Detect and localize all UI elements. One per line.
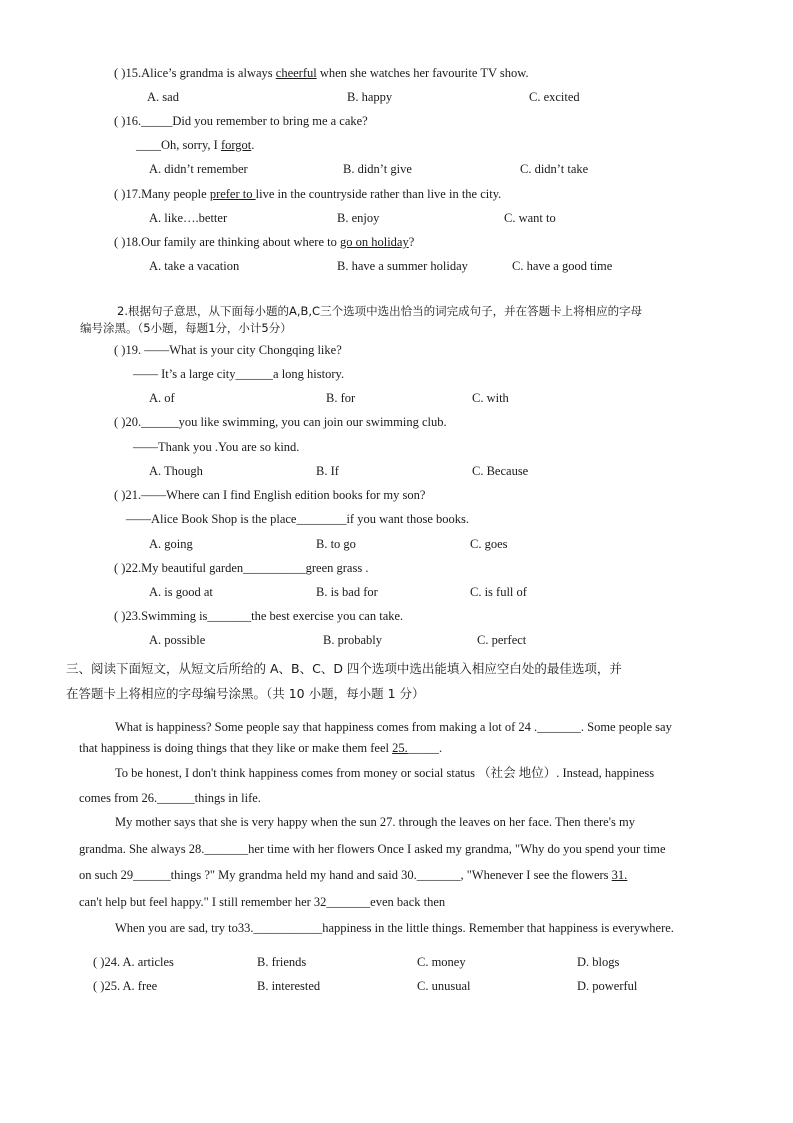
question-16-reply: ____Oh, sorry, I forgot. bbox=[136, 138, 255, 152]
q20-option-c: C. Because bbox=[472, 464, 529, 478]
q16-option-c: C. didn’t take bbox=[520, 162, 589, 176]
q16-option-b: B. didn’t give bbox=[343, 162, 412, 176]
q25-option-b: B. interested bbox=[257, 979, 321, 993]
q18-option-a: A. take a vacation bbox=[149, 259, 240, 273]
q21-option-b: B. to go bbox=[316, 537, 356, 551]
section2-instruction-line2: 编号涂黑。（5小题，每题1分，小计5分） bbox=[80, 321, 292, 335]
question-18-stem: ( )18.Our family are thinking about where to go on holiday? bbox=[114, 235, 415, 249]
q20-option-a: A. Though bbox=[149, 464, 203, 478]
passage-line-9: When you are sad, try to33.___________happiness in the little things. Remember that happiness is everywhere. bbox=[115, 921, 674, 935]
question-20-stem: ( )20.______you like swimming, you can join our swimming club. bbox=[114, 415, 447, 429]
section3-heading-line1: 三、阅读下面短文，从短文后所给的 A、B、C、D 四个选项中选出能填入相应空白处的最佳选项，并 bbox=[66, 661, 622, 676]
question-19-stem: ( )19. ——What is your city Chongqing like? bbox=[114, 343, 342, 357]
q16-option-a: A. didn’t remember bbox=[149, 162, 248, 176]
question-19-reply: —— It’s a large city______a long history. bbox=[133, 367, 345, 381]
q18-option-c: C. have a good time bbox=[512, 259, 613, 273]
q19-option-b: B. for bbox=[326, 391, 356, 405]
q18-option-b: B. have a summer holiday bbox=[337, 259, 468, 273]
q25-option-d: D. powerful bbox=[577, 979, 638, 993]
q22-option-a: A. is good at bbox=[149, 585, 213, 599]
passage-line-5: My mother says that she is very happy when the sun 27. through the leaves on her face. Then there's my bbox=[115, 815, 635, 829]
q24-option-a: ( )24. A. articles bbox=[93, 955, 174, 969]
question-15-stem: ( )15.Alice’s grandma is always cheerful when she watches her favourite TV show. bbox=[114, 66, 529, 80]
q19-option-c: C. with bbox=[472, 391, 509, 405]
q25-option-c: C. unusual bbox=[417, 979, 471, 993]
passage-line-1: What is happiness? Some people say that happiness comes from making a lot of 24 ._______. Some people say bbox=[115, 720, 672, 734]
passage-line-7: on such 29______things ?" My grandma held my hand and said 30._______, "Whenever I see the flowers 31. bbox=[79, 868, 628, 882]
q23-option-c: C. perfect bbox=[477, 633, 527, 647]
question-16-stem: ( )16._____Did you remember to bring me a cake? bbox=[114, 114, 368, 128]
q23-option-b: B. probably bbox=[323, 633, 383, 647]
q15-option-a: A. sad bbox=[147, 90, 179, 104]
q24-option-c: C. money bbox=[417, 955, 466, 969]
q19-option-a: A. of bbox=[149, 391, 175, 405]
question-20-reply: ——Thank you .You are so kind. bbox=[133, 440, 300, 454]
q24-option-d: D. blogs bbox=[577, 955, 620, 969]
passage-line-4: comes from 26.______things in life. bbox=[79, 791, 261, 805]
question-23-stem: ( )23.Swimming is_______the best exercise you can take. bbox=[114, 609, 404, 623]
passage-line-3: To be honest, I don't think happiness comes from money or social status （社会 地位）. Instead, happiness bbox=[115, 766, 655, 780]
question-21-reply: ——Alice Book Shop is the place________if you want those books. bbox=[126, 512, 470, 526]
q23-option-a: A. possible bbox=[149, 633, 206, 647]
question-17-stem: ( )17.Many people prefer to live in the countryside rather than live in the city. bbox=[114, 187, 502, 201]
q21-option-c: C. goes bbox=[470, 537, 508, 551]
q25-option-a: ( )25. A. free bbox=[93, 979, 158, 993]
question-22-stem: ( )22.My beautiful garden__________green grass . bbox=[114, 561, 369, 575]
q15-option-c: C. excited bbox=[529, 90, 580, 104]
section2-instruction-line1: 2.根据句子意思，从下面每小题的A,B,C三个选项中选出恰当的词完成句子，并在答题卡上将相应的字母 bbox=[117, 304, 643, 318]
passage-line-2: that happiness is doing things that they like or make them feel 25._____. bbox=[79, 741, 443, 755]
passage-line-6: grandma. She always 28._______her time with her flowers Once I asked my grandma, "Why do you spend your time bbox=[79, 842, 666, 856]
passage-line-8: can't help but feel happy." I still remember her 32_______even back then bbox=[79, 895, 446, 909]
section3-heading-line2: 在答题卡上将相应的字母编号涂黑。（共 10 小题，每小题 1 分） bbox=[66, 686, 425, 701]
q22-option-b: B. is bad for bbox=[316, 585, 378, 599]
q17-option-b: B. enjoy bbox=[337, 211, 380, 225]
q24-option-b: B. friends bbox=[257, 955, 307, 969]
q17-option-c: C. want to bbox=[504, 211, 556, 225]
q20-option-b: B. If bbox=[316, 464, 339, 478]
question-21-stem: ( )21.——Where can I find English edition books for my son? bbox=[114, 488, 426, 502]
q22-option-c: C. is full of bbox=[470, 585, 527, 599]
q21-option-a: A. going bbox=[149, 537, 193, 551]
q17-option-a: A. like….better bbox=[149, 211, 228, 225]
q15-option-b: B. happy bbox=[347, 90, 393, 104]
